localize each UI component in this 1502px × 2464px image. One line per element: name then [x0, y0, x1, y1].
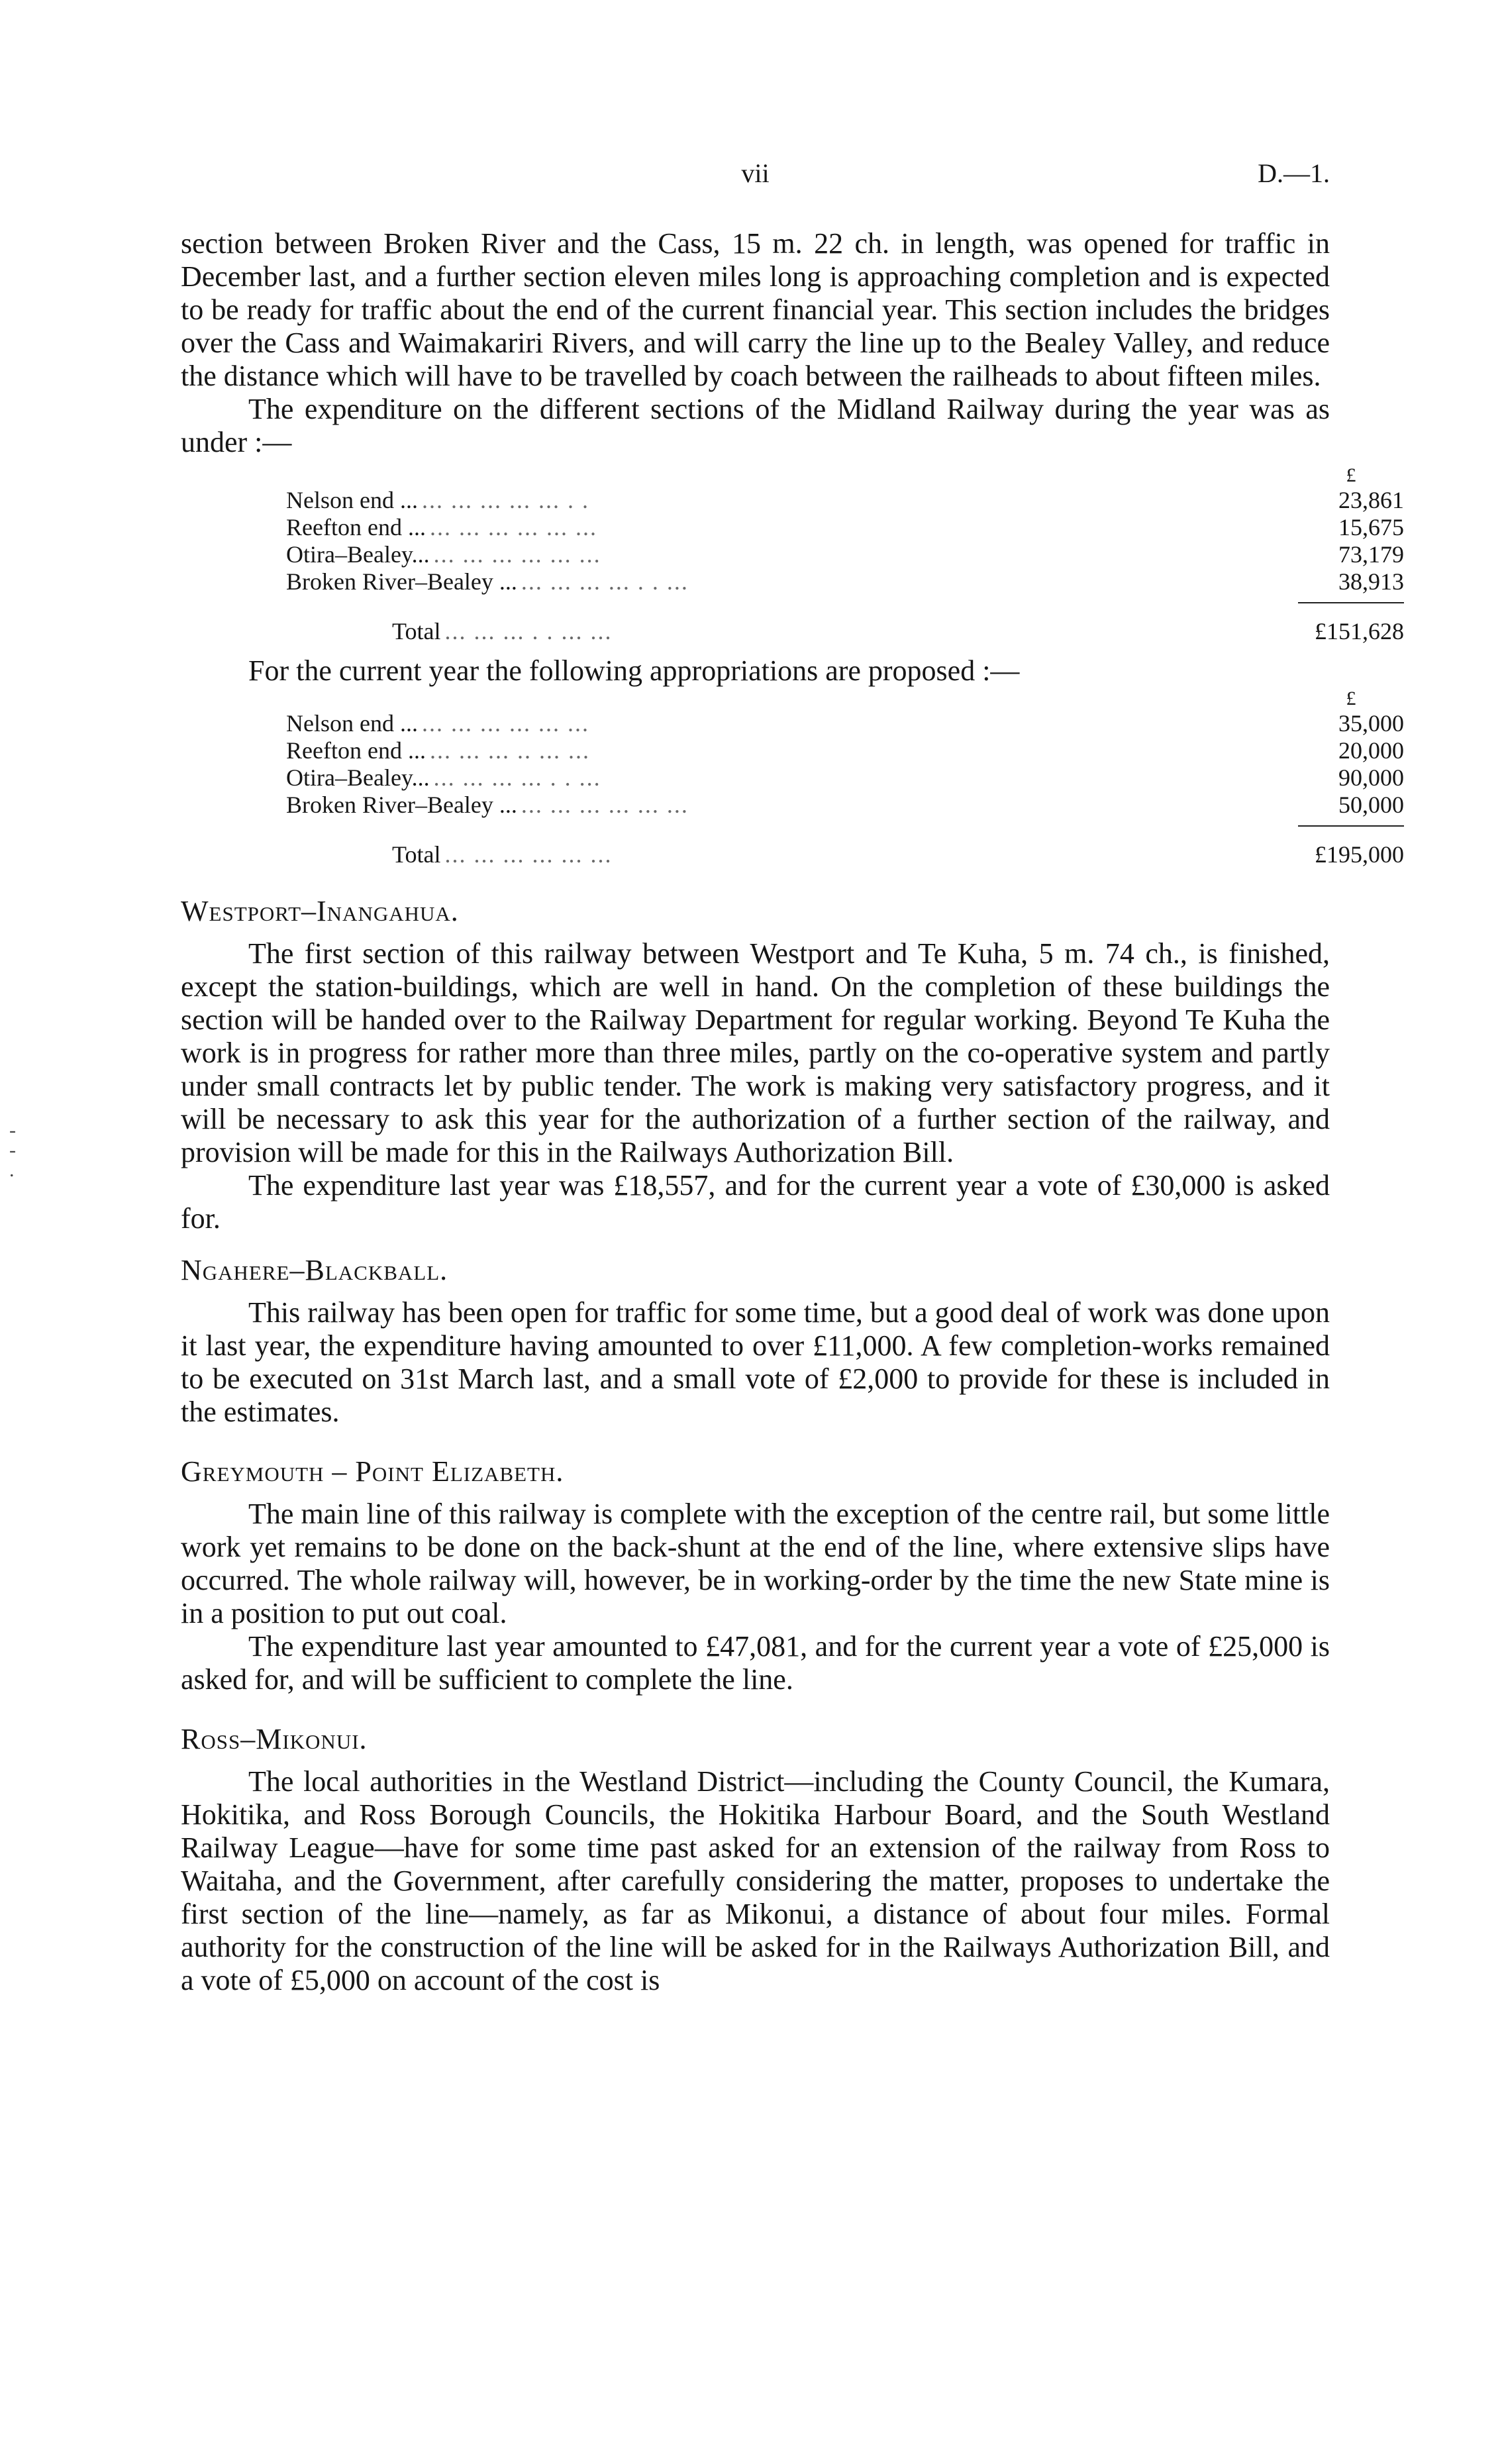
table-row	[286, 792, 1404, 819]
row-label: Nelson end ...	[286, 710, 418, 737]
total-label: Total	[392, 618, 441, 644]
row-label: Reefton end ...	[286, 737, 426, 764]
leader-dots: ... ... ... ... . . ...	[521, 568, 689, 595]
margin-mark: -	[9, 1119, 16, 1141]
section-heading: Ngahere–Blackball.	[181, 1254, 448, 1286]
table-row	[286, 764, 1404, 792]
paragraph: The local authorities in the Westland District—including the County Council, the Kumara, Hokitika, and Ross Borough Councils, the Hokitika Harbour Board, and the South Westland Railway League—have for some time past asked for an extension of the railway from Ross to Waitaha, and the Government, after carefully considering the matter, proposes to undertake the first section of the line—namely, as far as Mikonui, a distance of about four miles. Formal authority for the construction of the line will be asked for in the Railways Authorization Bill, and a vote of £5,000 on account of the cost is	[181, 1765, 1330, 1996]
section-heading: Greymouth – Point Elizabeth.	[181, 1455, 564, 1488]
paragraph: The main line of this railway is complete with the exception of the centre rail, but some little work yet remains to be done on the back-shunt at the end of the line, where extensive slips have occurred. The whole railway will, however, be in working-order by the time the new State mine is in a position to put out coal.	[181, 1498, 1330, 1629]
table-row	[286, 737, 1404, 764]
row-amount: 38,913	[1338, 568, 1404, 595]
table-row	[286, 568, 1404, 595]
document-reference: D.—1.	[1258, 158, 1330, 188]
row-label: Broken River–Bealey ...	[286, 568, 517, 595]
paragraph: The expenditure last year was £18,557, and for the current year a vote of £30,000 is asked for.	[181, 1169, 1330, 1235]
total-row	[286, 618, 1404, 645]
total-label: Total	[392, 841, 441, 868]
paragraph: For the current year the following appropriations are proposed :—	[248, 654, 1020, 687]
leader-dots: ... ... ... ... ... ...	[444, 841, 613, 868]
paragraph: The expenditure on the different sections of the Midland Railway during the year was as under :—	[181, 393, 1330, 458]
page-number: vii	[741, 158, 770, 188]
currency-symbol: £	[1346, 464, 1356, 486]
row-label: Broken River–Bealey ...	[286, 792, 517, 818]
currency-header-row	[286, 464, 1404, 487]
section-heading: Ross–Mikonui.	[181, 1723, 368, 1755]
row-amount: 20,000	[1338, 737, 1404, 764]
leader-dots: ... ... ... . . ... ...	[444, 618, 613, 644]
row-label: Nelson end ...	[286, 487, 418, 513]
row-label: Otira–Bealey...	[286, 764, 430, 791]
row-amount: 23,861	[1338, 487, 1404, 513]
leader-dots: ... ... ... ... . . ...	[433, 764, 601, 791]
margin-mark: .	[9, 1159, 15, 1181]
row-amount: 90,000	[1338, 764, 1404, 791]
paragraph: The expenditure last year amounted to £47,081, and for the current year a vote of £25,000 is asked for, and will be sufficient to complete the line.	[181, 1630, 1330, 1696]
row-label: Otira–Bealey...	[286, 541, 430, 568]
row-amount: 15,675	[1338, 514, 1404, 540]
leader-dots: ... ... ... ... ... ...	[433, 541, 601, 568]
leader-dots: ... ... ... ... ... ...	[521, 792, 689, 818]
document-body	[181, 227, 1404, 1997]
leader-dots: ... ... ... ... ... . .	[421, 487, 589, 513]
total-amount: £151,628	[1315, 618, 1404, 644]
currency-symbol: £	[1346, 688, 1356, 709]
currency-header-row	[286, 688, 1404, 710]
row-amount: 73,179	[1338, 541, 1404, 568]
row-amount: 35,000	[1338, 710, 1404, 737]
section-heading: Westport–Inangahua.	[181, 895, 459, 927]
appropriations-table	[286, 688, 1404, 868]
margin-mark: -	[9, 1139, 16, 1161]
table-row	[286, 514, 1404, 541]
page-header	[181, 158, 1330, 197]
paragraph: The first section of this railway between Westport and Te Kuha, 5 m. 74 ch., is finished, except the station-buildings, which are well in hand. On the completion of these buildings the section will be handed over to the Railway Department for regular working. Beyond Te Kuha the work is in progress for rather more than three miles, partly on the co-operative system and partly under small contracts let by public tender. The work is making very satisfactory progress, and it will be necessary to ask this year for the authorization of a further section of the railway, and provision will be made for this in the Railways Authorization Bill.	[181, 937, 1330, 1168]
table-row	[286, 710, 1404, 737]
total-amount: £195,000	[1315, 841, 1404, 868]
row-label: Reefton end ...	[286, 514, 426, 540]
leader-dots: ... ... ... .. ... ...	[429, 737, 590, 764]
paragraph: section between Broken River and the Cass, 15 m. 22 ch. in length, was opened for traffic in December last, and a further section eleven miles long is approaching completion and is expected to be ready for traffic about the end of the current financial year. This section includes the bridges over the Cass and Waimakariri Rivers, and will carry the line up to the Bealey Valley, and reduce the distance which will have to be travelled by coach between the railheads to about fifteen miles.	[181, 227, 1330, 392]
table-row	[286, 541, 1404, 568]
paragraph: This railway has been open for traffic for some time, but a good deal of work was done upon it last year, the expenditure having amounted to over £11,000. A few completion-works remained to be executed on 31st March last, and a small vote of £2,000 to provide for these is included in the estimates.	[181, 1296, 1330, 1428]
table-row	[286, 487, 1404, 514]
row-amount: 50,000	[1338, 792, 1404, 818]
total-rule	[1298, 602, 1404, 603]
leader-dots: ... ... ... ... ... ...	[421, 710, 589, 737]
expenditure-table	[286, 464, 1404, 645]
leader-dots: ... ... ... ... ... ...	[429, 514, 597, 540]
total-rule	[1298, 825, 1404, 827]
total-row	[286, 841, 1404, 868]
